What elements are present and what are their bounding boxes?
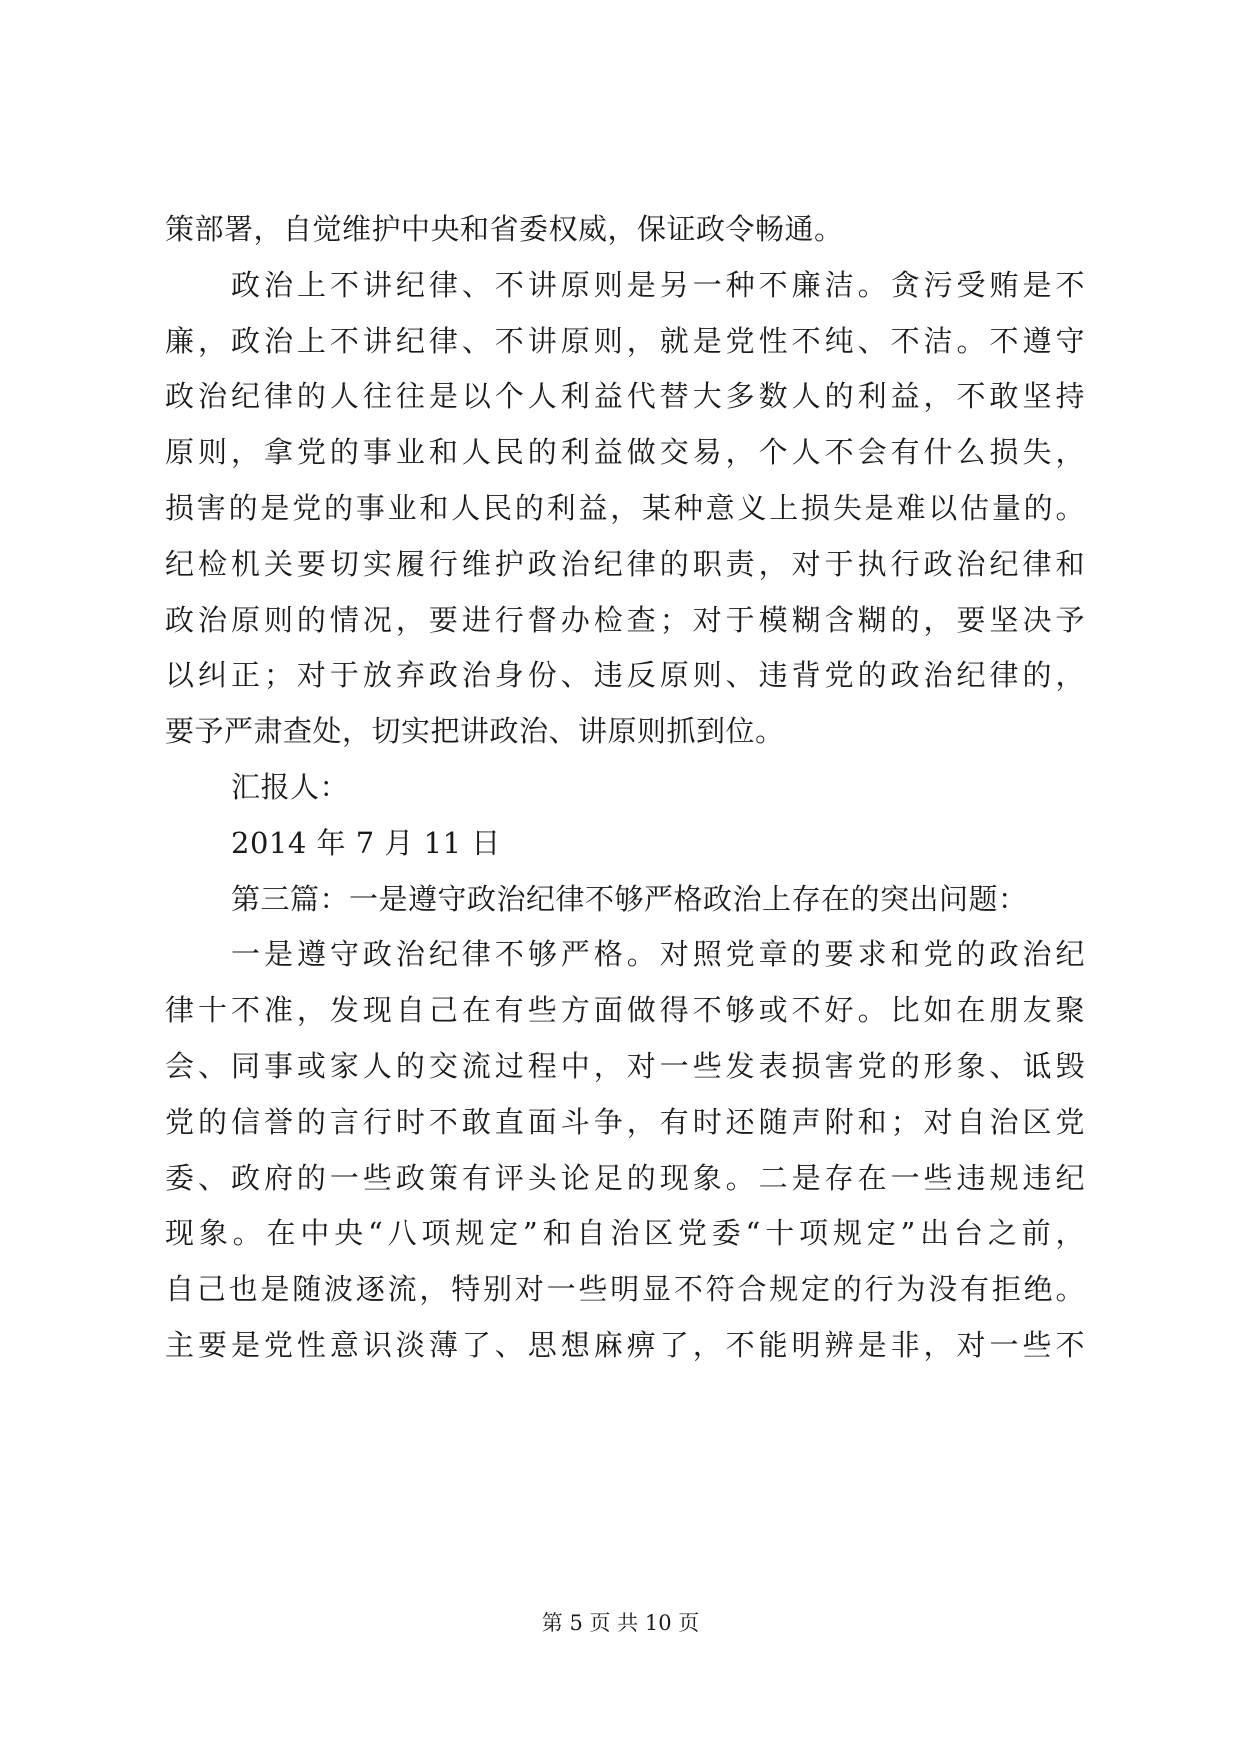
paragraph-line: 一是遵守政治纪律不够严格。对照党章的要求和党的政治纪 bbox=[231, 937, 1085, 972]
page-number-footer: 第 5 页 共 10 页 bbox=[541, 1611, 700, 1635]
paragraph-line: 党的信誉的言行时不敢直面斗争，有时还随声附和；对自治区党 bbox=[165, 1104, 1085, 1139]
paragraph-line: 委、政府的一些政策有评头论足的现象。二是存在一些违规违纪 bbox=[165, 1160, 1085, 1195]
paragraph-line: 现象。在中央“八项规定”和自治区党委“十项规定”出台之前， bbox=[165, 1216, 1085, 1251]
document-body bbox=[165, 202, 1085, 1374]
paragraph-line: 原则，拿党的事业和人民的利益做交易，个人不会有什么损失， bbox=[165, 435, 1085, 470]
paragraph-line: 以纠正；对于放弃政治身份、违反原则、违背党的政治纪律的， bbox=[165, 658, 1085, 693]
paragraph-line: 纪检机关要切实履行维护政治纪律的职责，对于执行政治纪律和 bbox=[165, 546, 1085, 581]
report-date: 2014 年 7 月 11 日 bbox=[231, 825, 501, 860]
paragraph-line: 政治纪律的人往往是以个人利益代替大多数人的利益，不敢坚持 bbox=[165, 379, 1085, 414]
paragraph-line: 政治原则的情况，要进行督办检查；对于模糊含糊的，要坚决予 bbox=[165, 602, 1085, 637]
paragraph-line: 主要是党性意识淡薄了、思想麻痹了，不能明辨是非，对一些不 bbox=[165, 1327, 1085, 1362]
paragraph-line: 自己也是随波逐流，特别对一些明显不符合规定的行为没有拒绝。 bbox=[165, 1272, 1085, 1307]
paragraph-line: 律十不准，发现自己在有些方面做得不够或不好。比如在朋友聚 bbox=[165, 993, 1085, 1028]
paragraph-line: 损害的是党的事业和人民的利益，某种意义上损失是难以估量的。 bbox=[165, 490, 1085, 525]
reporter-label: 汇报人： bbox=[231, 769, 350, 804]
section-heading: 第三篇：一是遵守政治纪律不够严格政治上存在的突出问题： bbox=[231, 881, 1028, 916]
paragraph-line: 会、同事或家人的交流过程中，对一些发表损害党的形象、诋毁 bbox=[165, 1048, 1085, 1083]
paragraph-line: 策部署，自觉维护中央和省委权威，保证政令畅通。 bbox=[165, 212, 844, 246]
paragraph-line: 政治上不讲纪律、不讲原则是另一种不廉洁。贪污受贿是不 bbox=[231, 267, 1085, 302]
paragraph-line: 廉，政治上不讲纪律、不讲原则，就是党性不纯、不洁。不遵守 bbox=[165, 323, 1085, 358]
paragraph-line: 要予严肃查处，切实把讲政治、讲原则抓到位。 bbox=[165, 714, 785, 749]
